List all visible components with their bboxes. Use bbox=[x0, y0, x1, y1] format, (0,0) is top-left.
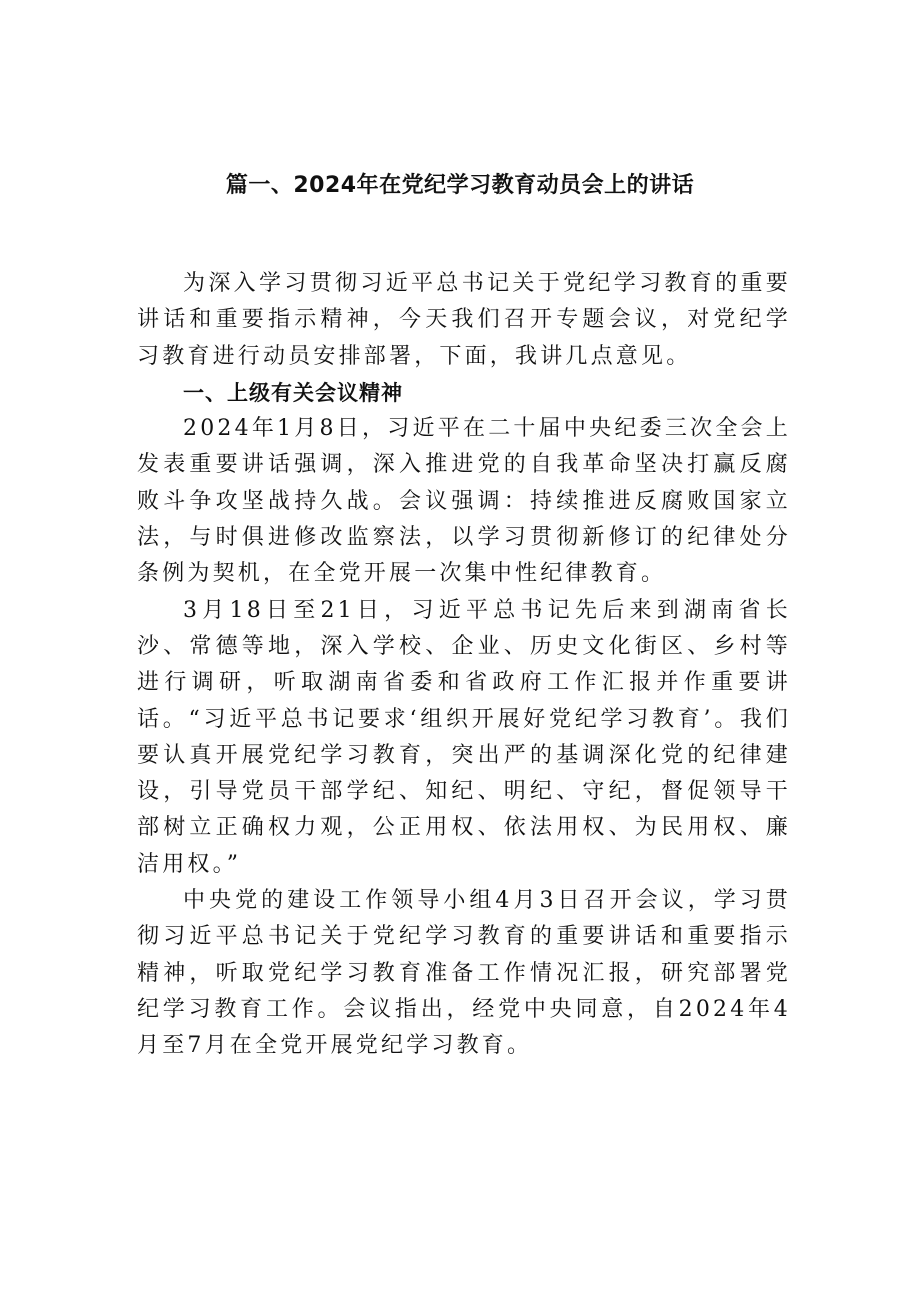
document-body bbox=[137, 266, 791, 1065]
body-paragraph: 3月18日至21日，习近平总书记先后来到湖南省长沙、常德等地，深入学校、企业、历史文化街区、乡村等进行调研，听取湖南省委和省政府工作汇报并作重要讲话。“习近平总书记要求‘组织开展好党纪学习教育’。我们要认真开展党纪学习教育，突出严的基调深化党的纪律建设，引导党员干部学纪、知纪、明纪、守纪，督促领导干部树立正确权力观，公正用权、依法用权、为民用权、廉洁用权。” bbox=[137, 597, 791, 877]
document-title: 篇一、2024年在党纪学习教育动员会上的讲话 bbox=[225, 173, 695, 198]
intro-paragraph: 为深入学习贯彻习近平总书记关于党纪学习教育的重要讲话和重要指示精神，今天我们召开专题会议，对党纪学习教育进行动员安排部署，下面，我讲几点意见。 bbox=[137, 271, 791, 369]
body-paragraph: 2024年1月8日，习近平在二十届中央纪委三次全会上发表重要讲话强调，深入推进党的自我革命坚决打赢反腐败斗争攻坚战持久战。会议强调：持续推进反腐败国家立法，与时俱进修改监察法，以学习贯彻新修订的纪律处分条例为契机，在全党开展一次集中性纪律教育。 bbox=[137, 416, 791, 587]
section-heading: 一、上级有关会议精神 bbox=[183, 380, 403, 405]
body-paragraph: 中央党的建设工作领导小组4月3日召开会议，学习贯彻习近平总书记关于党纪学习教育的重要讲话和重要指示精神，听取党纪学习教育准备工作情况汇报，研究部署党纪学习教育工作。会议指出，经党中央同意，自2024年4月至7月在全党开展党纪学习教育。 bbox=[137, 888, 791, 1059]
